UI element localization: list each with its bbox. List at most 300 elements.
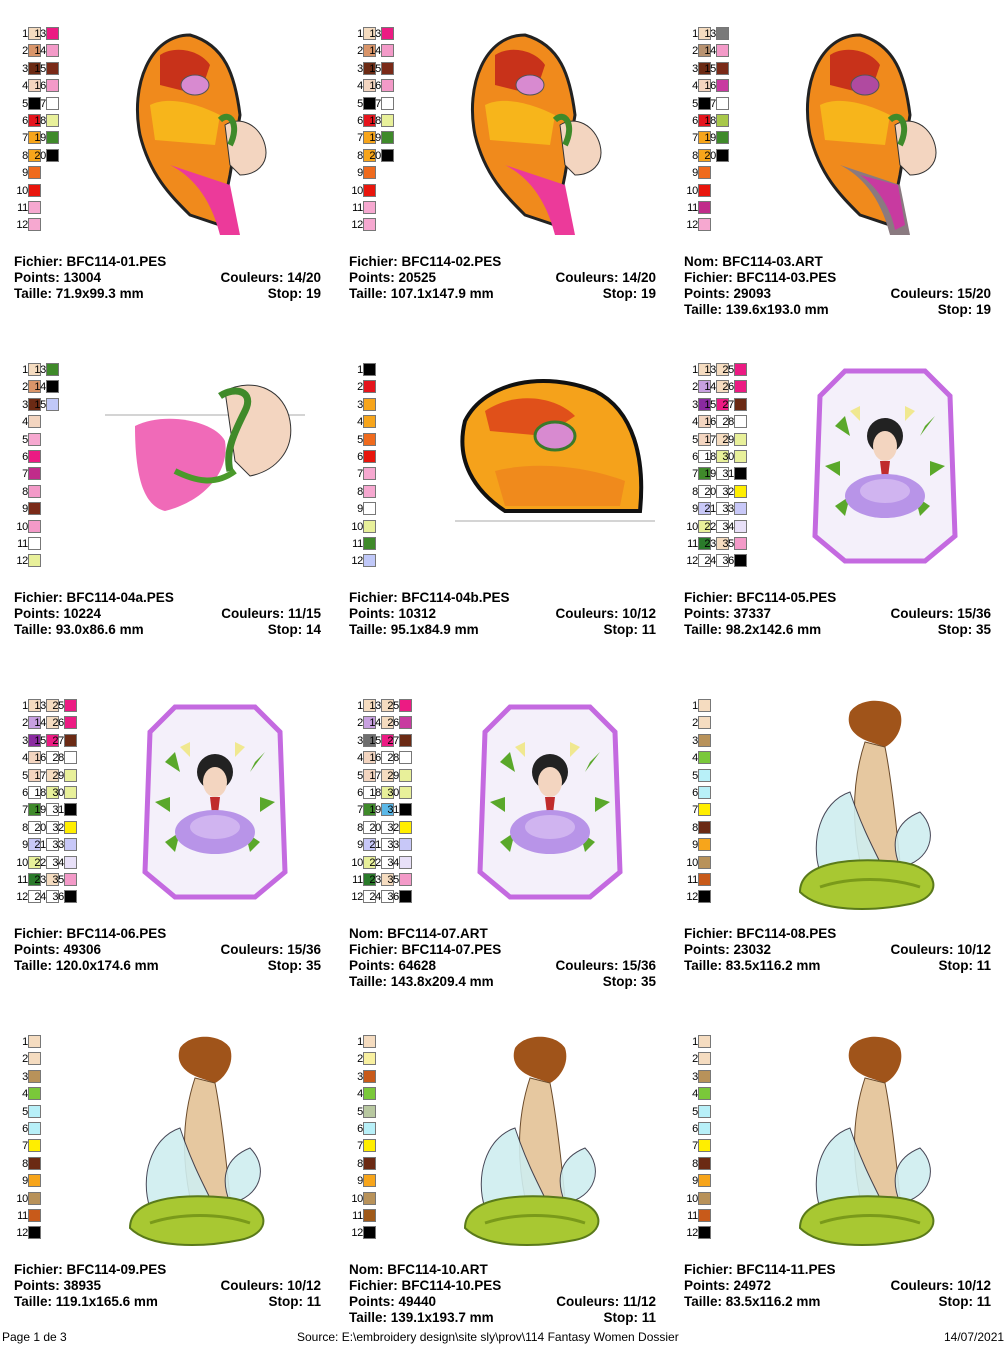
design-name-row (684, 254, 991, 270)
color-box (363, 450, 376, 463)
color-swatch (704, 43, 776, 60)
color-number: 14 (34, 381, 46, 394)
color-box (399, 856, 412, 869)
color-number: 10 (16, 856, 28, 869)
points-colors-label: Points: 29093 (684, 286, 772, 301)
size-stops-right: Stop: 11 (603, 622, 656, 637)
color-box (28, 1035, 41, 1048)
size-stops-row (349, 622, 656, 638)
color-box (28, 1139, 41, 1152)
color-box (734, 450, 747, 463)
color-swatch (52, 872, 124, 889)
size-stops-label: Taille: 71.9x99.3 mm (14, 286, 144, 301)
color-number: 3 (22, 1070, 28, 1083)
color-box (734, 485, 747, 498)
color-number: 9 (692, 167, 698, 180)
color-swatch (722, 397, 794, 414)
color-box (716, 79, 729, 92)
color-number: 5 (22, 1105, 28, 1118)
color-box (716, 131, 729, 144)
design-preview (790, 1028, 950, 1253)
color-number: 4 (692, 1088, 698, 1101)
points-colors-right: Couleurs: 10/12 (890, 942, 991, 957)
color-box (698, 716, 711, 729)
color-swatch (52, 855, 124, 872)
color-number: 11 (687, 538, 698, 550)
color-number: 19 (34, 804, 46, 817)
color-box (698, 1157, 711, 1170)
color-swatch (16, 217, 88, 234)
size-stops-right: Stop: 11 (938, 1294, 991, 1309)
design-info (14, 926, 321, 974)
color-number: 24 (34, 891, 46, 904)
color-box (734, 554, 747, 567)
color-box (28, 485, 41, 498)
color-number: 35 (52, 874, 64, 886)
color-box (64, 751, 77, 764)
color-box (716, 114, 729, 127)
color-number: 31 (52, 804, 64, 817)
color-swatch (357, 449, 423, 466)
design-card (0, 0, 335, 336)
color-swatch (387, 733, 459, 750)
color-number: 1 (357, 364, 363, 376)
color-number: 6 (357, 1123, 363, 1135)
color-number: 9 (357, 839, 363, 852)
color-box (716, 62, 729, 75)
color-box (363, 166, 376, 179)
color-swatch (686, 217, 758, 234)
color-number: 25 (387, 700, 399, 712)
color-number: 9 (692, 1175, 698, 1188)
color-swatch (387, 820, 459, 837)
color-number: 12 (351, 555, 363, 568)
color-box (363, 398, 376, 411)
color-number: 36 (387, 891, 399, 904)
color-swatch (52, 837, 124, 854)
color-box (28, 1070, 41, 1083)
color-number: 28 (52, 752, 64, 765)
color-box (381, 131, 394, 144)
color-number: 25 (52, 700, 64, 712)
color-box (46, 131, 59, 144)
color-box (734, 363, 747, 376)
color-number: 7 (692, 468, 698, 481)
color-swatch (357, 1156, 423, 1173)
color-number: 17 (34, 97, 46, 110)
color-number: 12 (686, 1227, 698, 1240)
file-name-row (14, 254, 321, 270)
color-number: 14 (704, 381, 716, 394)
color-number: 15 (704, 62, 716, 75)
design-preview (455, 1028, 615, 1253)
color-number: 5 (22, 769, 28, 782)
color-box (734, 380, 747, 393)
color-number: 12 (351, 891, 363, 904)
color-number: 2 (22, 1053, 28, 1066)
color-box (64, 769, 77, 782)
color-number: 2 (692, 45, 698, 58)
color-swatch (22, 484, 88, 501)
color-number: 6 (22, 1123, 28, 1135)
color-box (734, 502, 747, 515)
color-number: 27 (722, 398, 734, 411)
color-swatch (722, 449, 794, 466)
color-box (399, 873, 412, 886)
color-number: 9 (22, 839, 28, 852)
color-box (363, 502, 376, 515)
color-number: 7 (22, 1140, 28, 1153)
color-swatch (387, 872, 459, 889)
color-number: 22 (369, 856, 381, 869)
color-swatch (34, 96, 106, 113)
color-number: 29 (387, 769, 399, 782)
color-box (363, 485, 376, 498)
color-box (363, 537, 376, 550)
color-box (734, 467, 747, 480)
color-swatch (352, 200, 423, 217)
color-number: 28 (387, 752, 399, 765)
color-box (698, 1087, 711, 1100)
color-number: 9 (22, 167, 28, 180)
color-swatch (16, 519, 88, 536)
color-swatch (692, 750, 758, 767)
design-card (0, 672, 335, 1008)
color-number: 10 (351, 1192, 363, 1205)
color-swatch (351, 1191, 423, 1208)
color-number: 12 (16, 219, 28, 232)
color-number: 7 (692, 132, 698, 145)
color-number: 12 (686, 219, 698, 232)
color-box (28, 1174, 41, 1187)
color-number: 6 (357, 451, 363, 463)
color-number: 28 (722, 416, 734, 429)
color-box (46, 114, 59, 127)
color-box (698, 821, 711, 834)
color-number: 33 (52, 839, 64, 852)
color-swatch (357, 432, 423, 449)
color-swatch (387, 750, 459, 767)
size-stops-right: Stop: 11 (268, 1294, 321, 1309)
color-number: 32 (387, 821, 399, 834)
color-number: 3 (692, 734, 698, 747)
color-swatch (16, 1225, 88, 1242)
size-stops-label: Taille: 93.0x86.6 mm (14, 622, 144, 637)
page-number: Page 1 de 3 (2, 1330, 67, 1344)
color-swatch (357, 1104, 423, 1121)
color-number: 14 (704, 45, 716, 58)
color-number: 10 (686, 520, 698, 533)
color-number: 8 (692, 821, 698, 834)
color-swatch (357, 165, 423, 182)
color-number: 7 (692, 804, 698, 817)
color-box (698, 1226, 711, 1239)
color-number: 2 (22, 45, 28, 58)
color-box (46, 398, 59, 411)
color-swatch (22, 1173, 88, 1190)
color-swatch (52, 698, 124, 715)
color-number: 24 (369, 891, 381, 904)
color-number: 10 (686, 856, 698, 869)
design-name-label: Nom: BFC114-07.ART (349, 926, 488, 941)
points-colors-label: Points: 10312 (349, 606, 437, 621)
points-colors-right: Couleurs: 15/36 (220, 942, 321, 957)
file-name-label: Fichier: BFC114-07.PES (349, 942, 502, 957)
design-info (349, 254, 656, 302)
color-number: 2 (692, 1053, 698, 1066)
color-box (363, 415, 376, 428)
color-number: 5 (357, 433, 363, 446)
color-box (399, 734, 412, 747)
file-name-label: Fichier: BFC114-11.PES (684, 1262, 836, 1277)
color-number: 11 (352, 202, 363, 214)
color-number: 8 (692, 1157, 698, 1170)
color-box (399, 751, 412, 764)
color-number: 3 (692, 398, 698, 411)
color-swatch (722, 432, 794, 449)
color-number: 5 (692, 97, 698, 110)
color-swatch (722, 519, 794, 536)
color-box (363, 380, 376, 393)
design-info (14, 590, 321, 638)
color-number: 15 (34, 62, 46, 75)
color-box (734, 520, 747, 533)
design-info (14, 1262, 321, 1310)
color-swatch (17, 1208, 88, 1225)
color-number: 32 (722, 485, 734, 498)
color-number: 11 (687, 202, 698, 214)
color-swatch (357, 1086, 423, 1103)
color-number: 15 (369, 734, 381, 747)
color-swatch (357, 1121, 423, 1138)
color-swatch (692, 820, 758, 837)
color-box (64, 856, 77, 869)
color-swatch (692, 1069, 758, 1086)
color-number: 9 (692, 839, 698, 852)
design-card (335, 672, 670, 1008)
design-preview (790, 692, 950, 917)
color-swatch (692, 1121, 758, 1138)
size-stops-label: Taille: 139.1x193.7 mm (349, 1310, 494, 1325)
color-number: 15 (369, 62, 381, 75)
color-number: 8 (357, 1157, 363, 1170)
color-box (363, 1070, 376, 1083)
color-box (64, 873, 77, 886)
color-number: 11 (17, 874, 28, 886)
color-number: 2 (22, 717, 28, 730)
size-stops-label: Taille: 143.8x209.4 mm (349, 974, 494, 989)
color-box (64, 716, 77, 729)
color-swatch (22, 1034, 88, 1051)
color-swatch (357, 414, 423, 431)
color-box (381, 27, 394, 40)
color-number: 16 (34, 752, 46, 765)
color-number: 15 (34, 398, 46, 411)
color-box (698, 218, 711, 231)
color-box (28, 554, 41, 567)
color-number: 6 (357, 787, 363, 799)
points-colors-label: Points: 10224 (14, 606, 102, 621)
file-name-row (684, 926, 991, 942)
design-info (14, 254, 321, 302)
color-number: 3 (357, 1070, 363, 1083)
color-number: 4 (357, 80, 363, 93)
color-swatch (16, 183, 88, 200)
color-box (698, 1174, 711, 1187)
design-info (349, 926, 656, 990)
color-number: 9 (692, 503, 698, 516)
color-number: 14 (369, 45, 381, 58)
color-box (28, 1209, 41, 1222)
color-number: 5 (22, 97, 28, 110)
size-stops-right: Stop: 11 (938, 958, 991, 973)
color-swatch (52, 889, 124, 906)
design-card (335, 336, 670, 672)
color-box (363, 1105, 376, 1118)
color-number: 6 (692, 1123, 698, 1135)
size-stops-label: Taille: 83.5x116.2 mm (684, 1294, 821, 1309)
color-box (734, 415, 747, 428)
color-number: 33 (387, 839, 399, 852)
color-swatch (34, 379, 106, 396)
color-number: 1 (692, 700, 698, 712)
color-number: 16 (704, 416, 716, 429)
color-swatch (692, 837, 758, 854)
color-box (399, 890, 412, 903)
color-number: 19 (369, 132, 381, 145)
design-preview (120, 1028, 280, 1253)
color-number: 15 (704, 398, 716, 411)
color-number: 21 (369, 839, 381, 852)
file-name-row (349, 254, 656, 270)
color-number: 29 (722, 433, 734, 446)
color-swatch (22, 1051, 88, 1068)
file-name-label: Fichier: BFC114-08.PES (684, 926, 837, 941)
color-box (46, 149, 59, 162)
size-stops-row (349, 1310, 656, 1326)
color-number: 20 (369, 149, 381, 162)
color-number: 19 (34, 132, 46, 145)
color-box (716, 27, 729, 40)
file-name-row (684, 590, 991, 606)
color-number: 5 (692, 433, 698, 446)
color-swatch (357, 362, 423, 379)
color-number: 8 (357, 821, 363, 834)
design-info (684, 254, 991, 318)
color-number: 17 (704, 97, 716, 110)
design-name-row (349, 926, 656, 942)
color-number: 11 (17, 538, 28, 550)
color-box (698, 856, 711, 869)
color-swatch (34, 26, 106, 43)
color-swatch (357, 1173, 423, 1190)
color-number: 13 (704, 364, 716, 376)
color-box (46, 27, 59, 40)
color-swatch (357, 1034, 423, 1051)
color-number: 4 (692, 80, 698, 93)
color-number: 3 (357, 734, 363, 747)
color-number: 29 (52, 769, 64, 782)
color-number: 23 (704, 538, 716, 550)
size-stops-row (684, 958, 991, 974)
color-number: 12 (686, 891, 698, 904)
color-number: 10 (686, 1192, 698, 1205)
color-number: 11 (687, 1210, 698, 1222)
color-box (363, 1192, 376, 1205)
color-number: 6 (357, 115, 363, 127)
color-number: 12 (16, 555, 28, 568)
color-number: 3 (357, 398, 363, 411)
size-stops-right: Stop: 11 (603, 1310, 656, 1325)
design-card (670, 336, 1005, 672)
color-number: 1 (692, 28, 698, 40)
color-number: 18 (369, 115, 381, 127)
color-number: 7 (22, 132, 28, 145)
color-number: 2 (22, 381, 28, 394)
design-name-label: Nom: BFC114-03.ART (684, 254, 823, 269)
color-box (734, 537, 747, 550)
color-number: 4 (692, 752, 698, 765)
color-number: 1 (692, 1036, 698, 1048)
design-preview (445, 361, 655, 536)
color-number: 30 (52, 787, 64, 799)
color-number: 6 (22, 115, 28, 127)
color-swatch (34, 148, 106, 165)
color-number: 3 (357, 62, 363, 75)
color-number: 36 (722, 555, 734, 568)
color-swatch (369, 78, 441, 95)
color-number: 20 (34, 821, 46, 834)
color-number: 2 (357, 45, 363, 58)
color-number: 11 (687, 874, 698, 886)
file-name-label: Fichier: BFC114-03.PES (684, 270, 837, 285)
color-number: 15 (34, 734, 46, 747)
points-colors-right: Couleurs: 15/36 (555, 958, 656, 973)
color-swatch (357, 397, 423, 414)
color-box (698, 751, 711, 764)
color-box (381, 62, 394, 75)
size-stops-right: Stop: 35 (937, 622, 991, 637)
color-number: 10 (16, 1192, 28, 1205)
color-number: 27 (52, 734, 64, 747)
design-card (335, 0, 670, 336)
color-box (46, 62, 59, 75)
color-box (64, 734, 77, 747)
color-box (28, 1192, 41, 1205)
color-box (698, 803, 711, 816)
color-box (64, 821, 77, 834)
file-name-row (14, 590, 321, 606)
color-box (716, 97, 729, 110)
color-box (28, 1157, 41, 1170)
color-number: 20 (369, 821, 381, 834)
color-box (698, 1052, 711, 1065)
color-swatch (687, 1208, 758, 1225)
color-swatch (17, 536, 88, 553)
color-swatch (22, 1156, 88, 1173)
color-number: 6 (692, 115, 698, 127)
size-stops-row (684, 622, 991, 638)
size-stops-row (684, 302, 991, 318)
color-box (46, 363, 59, 376)
color-box (363, 520, 376, 533)
color-number: 5 (357, 769, 363, 782)
color-number: 35 (387, 874, 399, 886)
color-swatch (52, 733, 124, 750)
design-card (670, 1008, 1005, 1344)
points-colors-right: Couleurs: 14/20 (555, 270, 656, 285)
points-colors-label: Points: 64628 (349, 958, 437, 973)
